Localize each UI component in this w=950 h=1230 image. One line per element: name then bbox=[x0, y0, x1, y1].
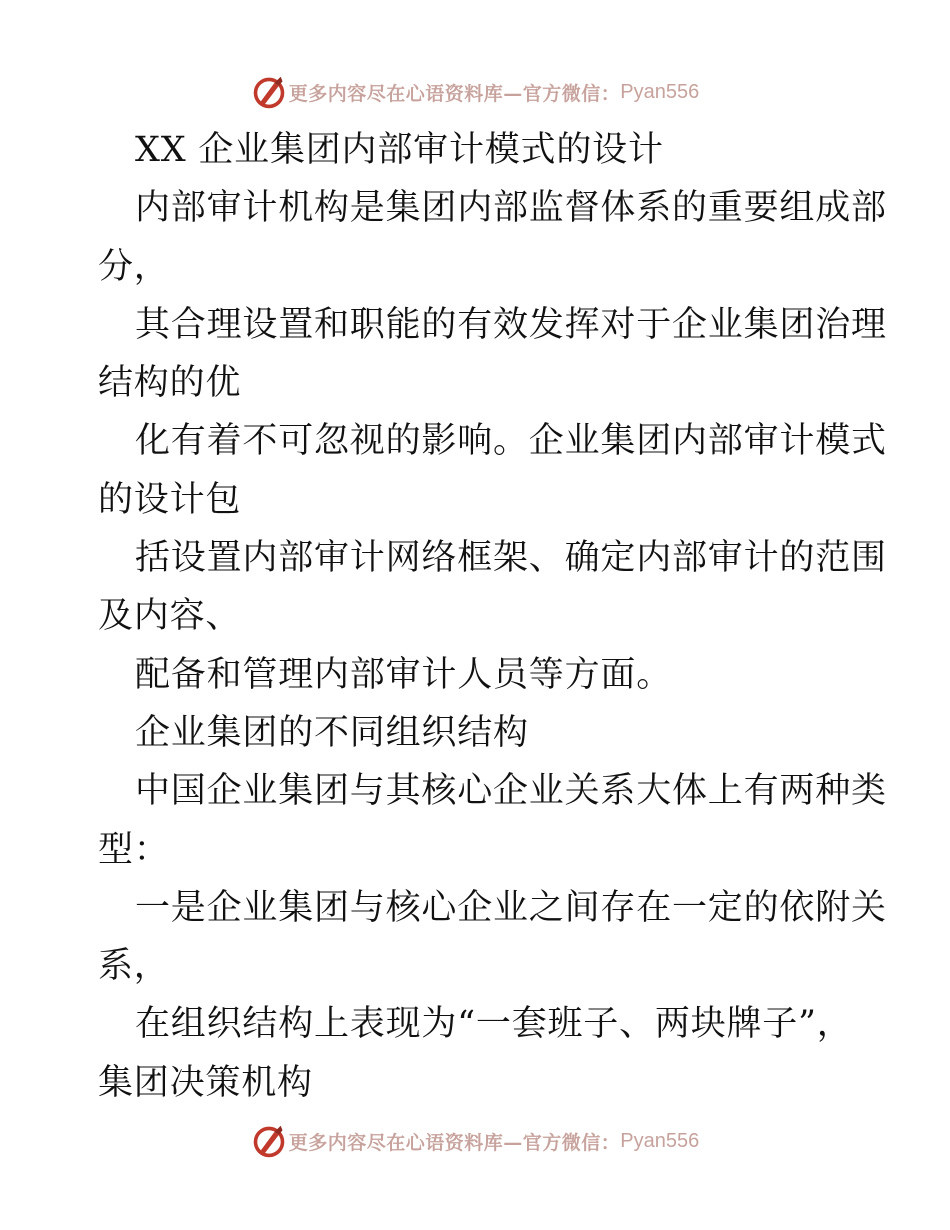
text-line: 型： bbox=[98, 829, 170, 870]
text-line: 结构的优 bbox=[98, 363, 242, 404]
text-line: 其合理设置和职能的有效发挥对于企业集团治理 bbox=[135, 304, 887, 345]
text-line: 系， bbox=[98, 946, 170, 987]
header-watermark-text: 更多内容尽在心语资料库—官方微信： bbox=[288, 82, 621, 105]
text-line: 内部审计机构是集团内部监督体系的重要组成部 bbox=[135, 188, 887, 229]
footer-watermark bbox=[0, 1121, 950, 1161]
document-body bbox=[98, 121, 887, 1112]
section-heading: 企业集团的不同组织结构 bbox=[135, 712, 529, 753]
document-title: XX 企业集团内部审计模式的设计 bbox=[135, 130, 664, 170]
quill-logo-icon bbox=[251, 74, 287, 110]
text-line: 的设计包 bbox=[98, 479, 242, 520]
footer-watermark-text: 更多内容尽在心语资料库—官方微信： bbox=[288, 1131, 621, 1154]
footer-watermark-contact: Pyan556 bbox=[620, 1129, 700, 1152]
text-line: 一是企业集团与核心企业之间存在一定的依附关 bbox=[135, 887, 887, 928]
header-watermark-contact: Pyan556 bbox=[620, 80, 700, 103]
text-line: 括设置内部审计网络框架、确定内部审计的范围 bbox=[135, 538, 887, 579]
text-line: 及内容、 bbox=[98, 596, 242, 637]
text-line: 在组织结构上表现为“一套班子、两块牌子”， bbox=[135, 1004, 853, 1045]
text-line: 化有着不可忽视的影响。企业集团内部审计模式 bbox=[135, 421, 887, 462]
text-line: 配备和管理内部审计人员等方面。 bbox=[135, 654, 673, 695]
text-line: 中国企业集团与其核心企业关系大体上有两种类 bbox=[135, 771, 887, 812]
header-watermark bbox=[0, 72, 950, 112]
text-line: 集团决策机构 bbox=[98, 1062, 313, 1103]
text-line: 分， bbox=[98, 246, 170, 287]
quill-logo-icon bbox=[251, 1123, 287, 1159]
